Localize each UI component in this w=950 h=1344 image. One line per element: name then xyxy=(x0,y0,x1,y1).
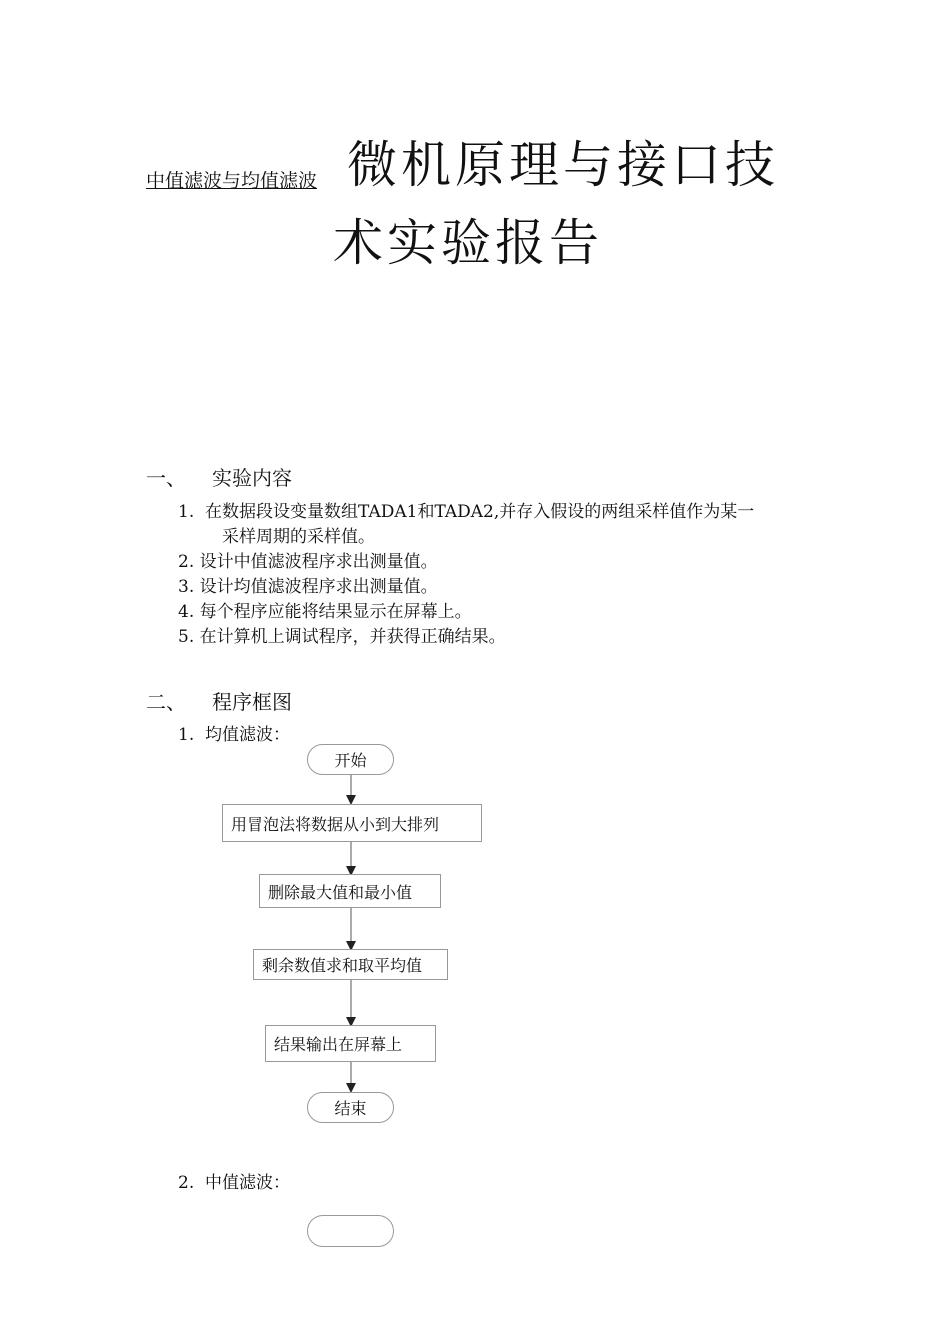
section2-number: 二、 xyxy=(146,690,186,714)
list-item-number: 4. xyxy=(178,602,195,622)
flowchart-output-step: 结果输出在屏幕上 xyxy=(265,1025,436,1062)
list-item-text: 在数据段设变量数组TADA1和TADA2,并存入假设的两组采样值作为某一 xyxy=(205,502,755,522)
subsection2-label xyxy=(178,1175,290,1192)
flowchart2-start-node xyxy=(307,1215,394,1247)
report-title-line1: 微机原理与接口技 xyxy=(347,136,779,194)
flowchart-start-node: 开始 xyxy=(307,744,394,775)
subsection-title: 均值滤波： xyxy=(205,725,291,745)
list-item-number: 2. xyxy=(178,552,195,572)
report-subtitle: 中值滤波与均值滤波 xyxy=(146,170,318,192)
flowchart-average-step: 剩余数值求和取平均值 xyxy=(253,949,448,980)
list-item-text: 设计均值滤波程序求出测量值。 xyxy=(199,577,438,597)
list-item-number: 1. xyxy=(178,502,195,522)
flowchart-end-node: 结束 xyxy=(307,1092,394,1123)
list-item-number: 3. xyxy=(178,577,195,597)
section2-title: 程序框图 xyxy=(212,690,292,714)
list-item-text: 每个程序应能将结果显示在屏幕上。 xyxy=(199,602,472,622)
subsection-number: 1. xyxy=(178,725,195,745)
list-item-text: 在计算机上调试程序，并获得正确结果。 xyxy=(199,627,506,647)
list-item-text: 设计中值滤波程序求出测量值。 xyxy=(199,552,438,572)
subsection-title: 中值滤波： xyxy=(205,1173,291,1193)
list-item-continuation: 采样周期的采样值。 xyxy=(222,527,375,547)
section1-title: 实验内容 xyxy=(212,466,292,490)
subsection-number: 2. xyxy=(178,1173,195,1193)
section1-number: 一、 xyxy=(146,466,186,490)
flowchart-delete-extremes-step: 删除最大值和最小值 xyxy=(259,874,441,908)
flowchart-sort-step: 用冒泡法将数据从小到大排列 xyxy=(222,804,482,842)
list-item-number: 5. xyxy=(178,627,195,647)
report-title-line2: 术实验报告 xyxy=(333,214,603,272)
